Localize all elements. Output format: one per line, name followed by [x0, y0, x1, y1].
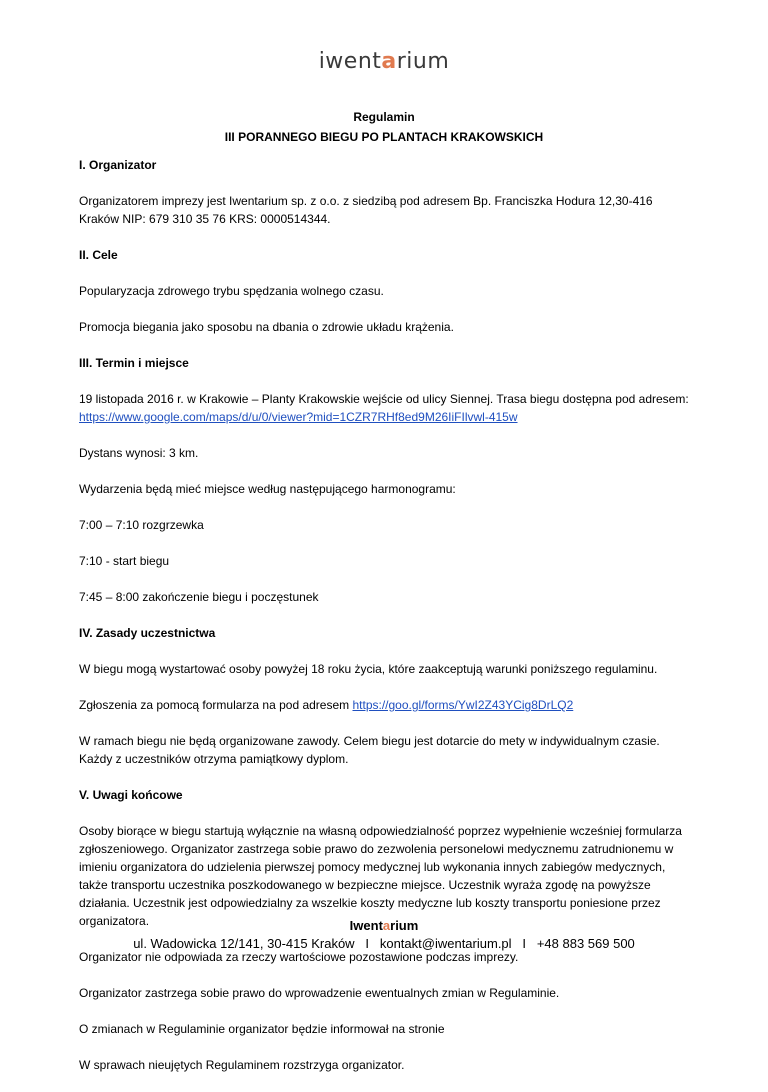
final-notes-paragraph-2: Organizator nie odpowiada za rzeczy wartościowe pozostawione podczas imprezy. [79, 950, 519, 964]
footer-brand-accent: a [382, 918, 391, 933]
logo-part2: rium [396, 49, 450, 74]
schedule-intro: Wydarzenia będą mieć miejsce według następującego harmonogramu: [79, 482, 456, 496]
footer-brand-part1: Iwent [349, 918, 383, 933]
date-place-paragraph [79, 390, 691, 426]
logo-part1: iwent [318, 49, 382, 74]
schedule-item: 7:10 - start biegu [79, 554, 170, 568]
participation-paragraph-3: W ramach biegu nie będą organizowane zawody. Celem biegu jest dotarcie do mety w indywidualnym czasie. Każdy z uczestników otrzyma pamiątkowy dyplom. [79, 734, 660, 766]
footer-contact: ul. Wadowicka 12/141, 30-415 Kraków I kontakt@iwentarium.pl I +48 883 569 500 [133, 936, 635, 951]
logo-accent: a [381, 49, 397, 74]
registration-paragraph [79, 696, 691, 714]
final-notes-paragraph-4: O zmianach w Regulaminie organizator będzie informował na stronie [79, 1022, 445, 1036]
participation-paragraph-1: W biegu mogą wystartować osoby powyżej 18 roku życia, które zaakceptują warunki poniższego regulaminu. [79, 662, 658, 676]
schedule-item: 7:00 – 7:10 rozgrzewka [79, 518, 204, 532]
schedule-item: 7:45 – 8:00 zakończenie biegu i poczęstunek [79, 590, 319, 604]
distance-paragraph: Dystans wynosi: 3 km. [79, 446, 199, 460]
document-subtitle: III PORANNEGO BIEGU PO PLANTACH KRAKOWSKICH [224, 130, 544, 144]
document-title: Regulamin [353, 110, 415, 124]
section-heading-goals: II. Cele [79, 248, 118, 262]
goals-paragraph-2: Promocja biegania jako sposobu na dbania o zdrowie układu krążenia. [79, 320, 454, 334]
final-notes-paragraph-1: Osoby biorące w biegu startują wyłącznie na własną odpowiedzialność poprzez wypełnienie wcześniej formularza zgłoszeniowego. Organizator zastrzega sobie prawo do zezwolenia personelowi medycznemu zatrudnionemu w imieniu organizatora do udzielenia pierwszej pomocy medycznej lub wykonania innych zabiegów medycznych, także transportu uczestnika poszkodowanego w bezpieczne miejsce. Uczestnik wyraża zgodę na powyższe działania. Uczestnik jest odpowiedzialny za wszelkie koszty medyczne lub koszty transportu poniesione przez organizatora. [79, 824, 682, 928]
organizer-paragraph: Organizatorem imprezy jest Iwentarium sp. z o.o. z siedzibą pod adresem Bp. Franciszka Hodura 12,30-416 Kraków NIP: 679 310 35 76 KRS: 0000514344. [79, 194, 653, 226]
document-body [79, 156, 691, 1092]
registration-form-link[interactable]: https://goo.gl/forms/YwI2Z43YCig8DrLQ2 [352, 698, 574, 712]
section-heading-participation: IV. Zasady uczestnictwa [79, 626, 216, 640]
route-map-link[interactable]: https://www.google.com/maps/d/u/0/viewer?mid=1CZR7RHf8ed9M26IiFIlvwl-415w [79, 410, 518, 424]
goals-paragraph-1: Popularyzacja zdrowego trybu spędzania wolnego czasu. [79, 284, 384, 298]
section-heading-final-notes: V. Uwagi końcowe [79, 788, 183, 802]
final-notes-paragraph-5: W sprawach nieujętych Regulaminem rozstrzyga organizator. [79, 1058, 405, 1072]
section-heading-date-place: III. Termin i miejsce [79, 356, 189, 370]
date-place-text: 19 listopada 2016 r. w Krakowie – Planty Krakowskie wejście od ulicy Siennej. Trasa biegu dostępna pod adresem: [79, 392, 689, 406]
iwentarium-logo [0, 50, 768, 74]
registration-text: Zgłoszenia za pomocą formularza na pod adresem [79, 698, 353, 712]
footer-brand [0, 918, 768, 933]
footer-brand-part2: rium [390, 918, 419, 933]
final-notes-paragraph-3: Organizator zastrzega sobie prawo do wprowadzenie ewentualnych zmian w Regulaminie. [79, 986, 560, 1000]
section-heading-organizer: I. Organizator [79, 158, 157, 172]
